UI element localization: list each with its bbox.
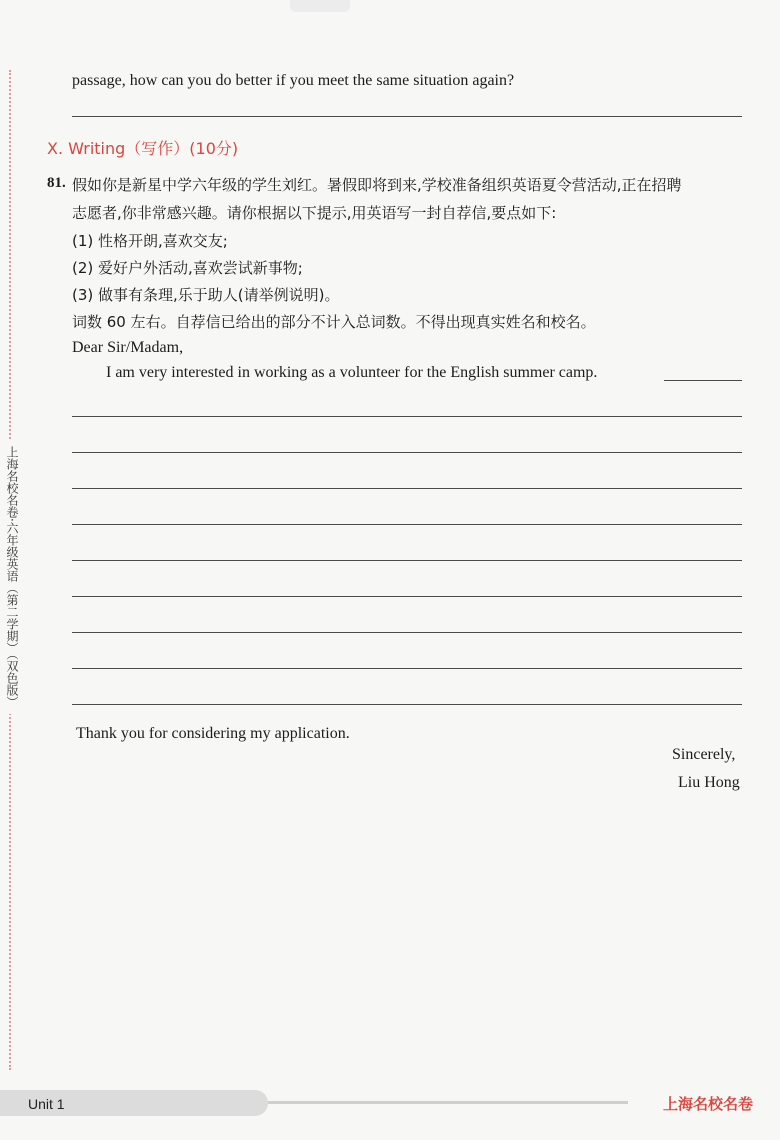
letter-closing: Thank you for considering my application.	[76, 725, 350, 742]
letter-sign-off: Sincerely,	[672, 746, 736, 763]
prompt-line-2: 志愿者,你非常感兴趣。请你根据以下提示,用英语写一封自荐信,要点如下:	[72, 204, 557, 222]
word-count-requirement: 词数 60 左右。自荐信已给出的部分不计入总词数。不得出现真实姓名和校名。	[72, 313, 596, 331]
answer-line[interactable]	[72, 488, 742, 489]
answer-line[interactable]	[664, 380, 742, 381]
prompt-line-1: 假如你是新星中学六年级的学生刘红。暑假即将到来,学校准备组织英语夏令营活动,正在招聘	[72, 176, 682, 194]
prompt-point-1: (1) 性格开朗,喜欢交友;	[72, 232, 228, 250]
prompt-point-2: (2) 爱好户外活动,喜欢尝试新事物;	[72, 259, 303, 277]
question-number: 81.	[47, 175, 66, 191]
letter-opening: I am very interested in working as a volunteer for the English summer camp.	[106, 364, 598, 381]
prompt-point-3: (3) 做事有条理,乐于助人(请举例说明)。	[72, 286, 340, 304]
page-top-tab	[290, 0, 350, 12]
answer-line[interactable]	[72, 704, 742, 705]
footer-unit-label: Unit 1	[28, 1096, 65, 1112]
answer-line[interactable]	[72, 560, 742, 561]
answer-line[interactable]	[72, 116, 742, 117]
side-book-title: 上海名校名卷·六年级英语（第二学期）（双色版）	[2, 440, 22, 714]
answer-line[interactable]	[72, 524, 742, 525]
footer-brand: 上海名校名卷	[663, 1095, 754, 1113]
letter-signature-name: Liu Hong	[678, 774, 740, 791]
section-title: X. Writing（写作）(10分)	[47, 139, 239, 158]
answer-line[interactable]	[72, 596, 742, 597]
passage-question-line: passage, how can you do better if you meet the same situation again?	[72, 72, 515, 89]
letter-salutation: Dear Sir/Madam,	[72, 339, 184, 356]
answer-line[interactable]	[72, 416, 742, 417]
answer-line[interactable]	[72, 632, 742, 633]
answer-line[interactable]	[72, 668, 742, 669]
answer-line[interactable]	[72, 452, 742, 453]
footer-rule	[268, 1101, 628, 1104]
